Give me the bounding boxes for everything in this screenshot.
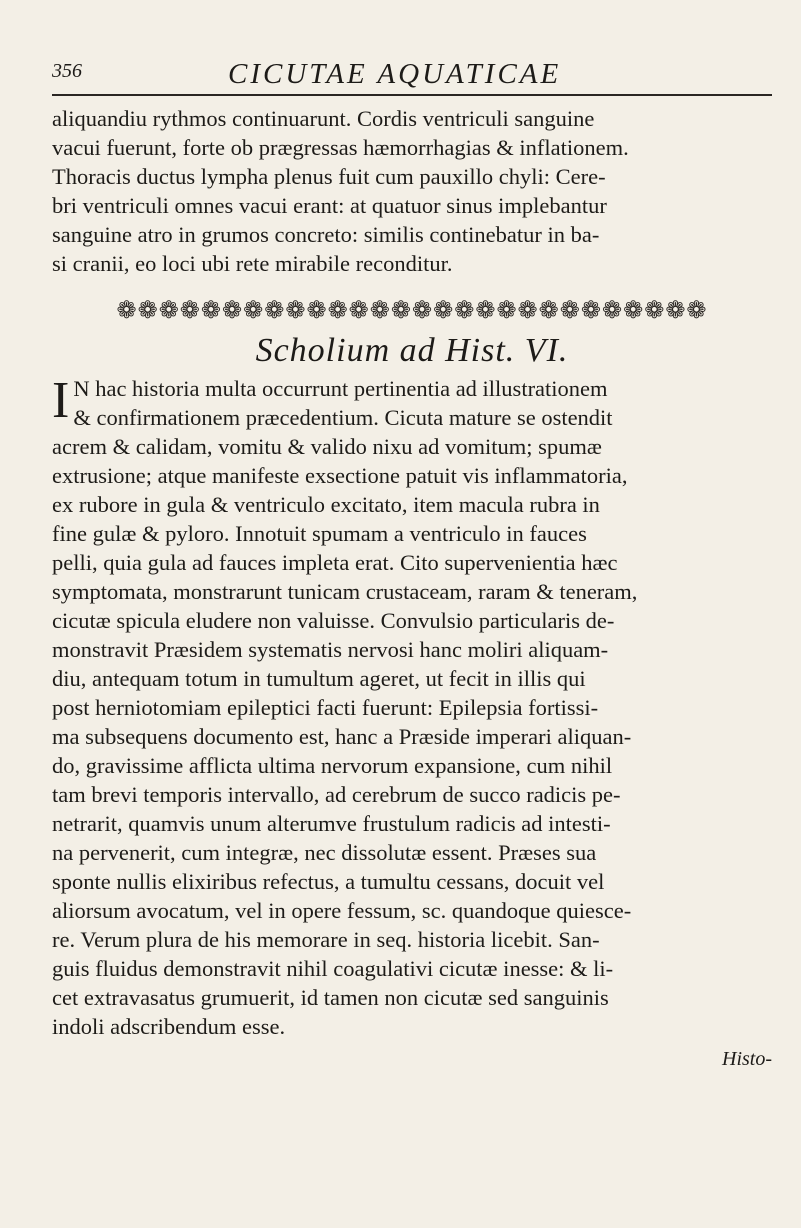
text-line: fine gulæ & pyloro. Innotuit spumam a ventriculo in fauces	[52, 521, 587, 546]
text-line: aliquandiu rythmos continuarunt. Cordis ventriculi sanguine	[52, 106, 595, 131]
text-line: Thoracis ductus lympha plenus fuit cum pauxillo chyli: Cere-	[52, 164, 606, 189]
text-line: & confirmationem præcedentium. Cicuta mature se ostendit	[73, 405, 613, 430]
text-line: tam brevi temporis intervallo, ad cerebrum de succo radicis pe-	[52, 782, 621, 807]
text-line: cet extravasatus grumuerit, id tamen non cicutæ sed sanguinis	[52, 985, 609, 1010]
text-line: vacui fuerunt, forte ob prægressas hæmorrhagias & inflationem.	[52, 135, 629, 160]
text-line: na pervenerit, cum integræ, nec dissolutæ essent. Præses sua	[52, 840, 597, 865]
section-title: Scholium ad Hist. VI.	[255, 332, 569, 369]
text-line: do, gravissime afflicta ultima nervorum expansione, cum nihil	[52, 753, 613, 778]
text-line: aliorsum avocatum, vel in opere fessum, sc. quandoque quiesce-	[52, 898, 632, 923]
text-line: N hac historia multa occurrunt pertinentia ad illustrationem	[73, 376, 608, 401]
text-line: extrusione; atque manifeste exsectione patuit vis inflammatoria,	[52, 463, 628, 488]
header-rule	[52, 94, 772, 96]
page-number: 356	[52, 60, 82, 82]
book-page	[52, 58, 772, 1070]
scholium-block	[52, 372, 772, 1070]
running-head	[52, 58, 772, 94]
running-title: CICUTAE AQUATICAE	[228, 58, 562, 90]
text-line: sanguine atro in grumos concreto: similis continebatur in ba-	[52, 222, 600, 247]
catchword: Histo-	[722, 1048, 772, 1070]
ornamental-divider: ❁❁❁❁❁❁❁❁❁❁❁❁❁❁❁❁❁❁❁❁❁❁❁❁❁❁❁❁	[116, 298, 708, 320]
text-line: si cranii, eo loci ubi rete mirabile reconditur.	[52, 251, 453, 276]
text-line: guis fluidus demonstravit nihil coagulativi cicutæ inesse: & li-	[52, 956, 614, 981]
text-line: bri ventriculi omnes vacui erant: at quatuor sinus implebantur	[52, 193, 607, 218]
text-line: ex rubore in gula & ventriculo excitato, item macula rubra in	[52, 492, 600, 517]
text-line: indoli adscribendum esse.	[52, 1014, 286, 1039]
scholium-paragraph	[52, 374, 772, 1041]
text-line: acrem & calidam, vomitu & valido nixu ad vomitum; spumæ	[52, 434, 602, 459]
text-line: monstravit Præsidem systematis nervosi hanc moliri aliquam-	[52, 637, 609, 662]
intro-paragraph	[52, 104, 772, 278]
text-line: diu, antequam totum in tumultum ageret, ut fecit in illis qui	[52, 666, 586, 691]
text-line: post herniotomiam epileptici facti fuerunt: Epilepsia fortissi-	[52, 695, 599, 720]
text-line: pelli, quia gula ad fauces impleta erat. Cito supervenientia hæc	[52, 550, 618, 575]
text-line: symptomata, monstrarunt tunicam crustaceam, raram & teneram,	[52, 579, 638, 604]
text-line: sponte nullis elixiribus refectus, a tumultu cessans, docuit vel	[52, 869, 605, 894]
text-line: re. Verum plura de his memorare in seq. historia licebit. San-	[52, 927, 600, 952]
text-line: cicutæ spicula eludere non valuisse. Convulsio particularis de-	[52, 608, 615, 633]
drop-cap: I	[52, 372, 70, 429]
text-line: ma subsequens documento est, hanc a Præside imperari aliquan-	[52, 724, 632, 749]
text-line: netrarit, quamvis unum alterumve frustulum radicis ad intesti-	[52, 811, 611, 836]
